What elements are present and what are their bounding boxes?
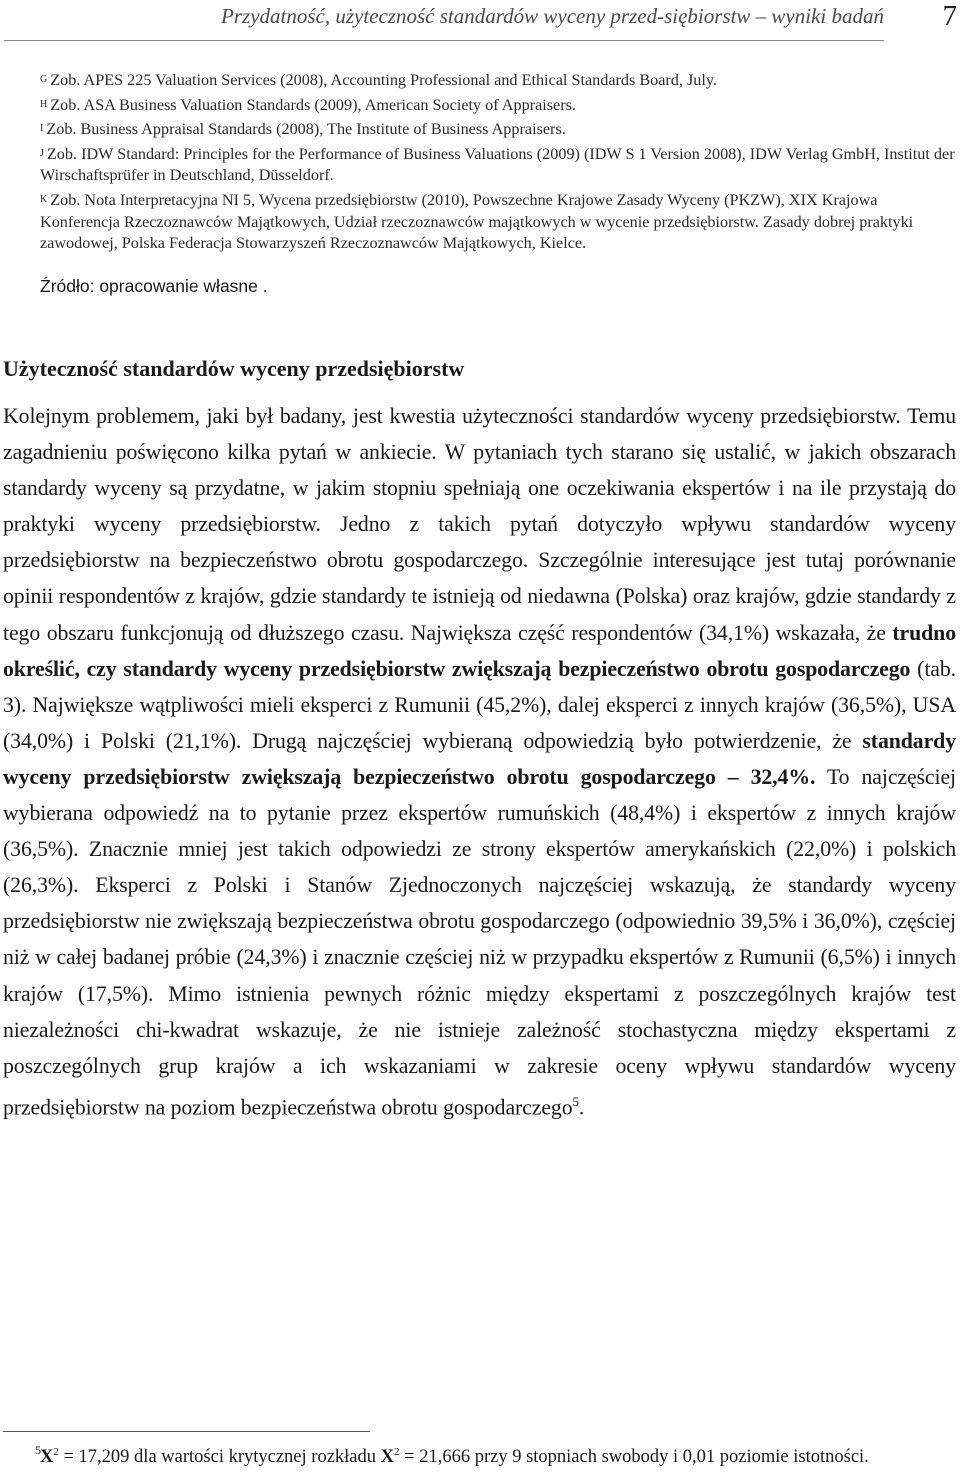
chi-symbol: X [40,1447,54,1468]
chi-symbol-critical: X [380,1447,395,1468]
table-notes [40,70,956,258]
note-marker: G [40,74,48,85]
body-text-3: To najczęściej wybierana odpowiedź na to pytanie przez ekspertów rumuńskich (48,4%) i ekspertów z innych krajów (36,5%). Znacznie mniej jest takich odpowiedzi ze strony ekspertów amerykańskich (22,0%) i polskich (26,3%). Eksperci z Polski i Stanów Zjednoczonych najczęściej wskazują, że standardy wyceny przedsiębiorstw nie zwiększają bezpieczeństwa obrotu gospodarczego (odpowiednio 39,5% i 36,0%), częściej niż w całej badanej próbie (24,3%) i znacznie częściej niż w przypadku ekspertów z Rumunii (6,5%) i innych krajów (17,5%). Mimo istnienia pewnych różnic między ekspertami z poszczególnych krajów test niezależności chi-kwadrat wskazuje, że nie istnieje zależność stochastyczna między ekspertami z poszczególnych grup krajów a ich wskazaniami w zakresie oceny wpływu standardów wyceny przedsiębiorstw na poziom bezpieczeństwa obrotu gospodarczego [3,764,956,1120]
source-note: Źródło: opracowanie własne . [40,276,268,296]
table-note-h [40,95,956,117]
table-note-i [40,119,956,141]
table-note-g [40,70,956,92]
footnote-text-1: = 17,209 dla wartości krytycznej rozkładu [58,1447,381,1468]
note-text: Zob. Business Appraisal Standards (2008), The Institute of Business Appraisers. [46,120,566,139]
note-text: Zob. IDW Standard: Principles for the Performance of Business Valuations (2009) (IDW S 1 Version 2008), IDW Verlag GmbH, Institut der Wirschaftsprüfer in Deutschland, Düsseldorf. [40,144,955,185]
table-note-j [40,144,956,187]
body-text-2: (tab. 3). Największe wątpliwości mieli eksperci z Rumunii (45,2%), dalej eksperci z innych krajów (36,5%), USA (34,0%) i Polski (21,1%). Drugą najczęściej wybieraną odpowiedzią było potwierdzenie, że [3,656,956,753]
header-rule [4,40,884,41]
page-header [0,0,960,40]
footnote-text-2: = 21,666 przy 9 stopniach swobody i 0,01 poziomie istotności. [399,1447,869,1468]
footnote-rule [3,1431,370,1432]
page-number: 7 [942,0,957,32]
running-title: Przydatność, użyteczność standardów wyceny przed-siębiorstw – wyniki badań [221,4,884,28]
section-heading: Użyteczność standardów wyceny przedsiębiorstw [3,356,465,381]
note-text: Zob. Nota Interpretacyjna NI 5, Wycena przedsiębiorstw (2010), Powszechne Krajowe Zasady Wyceny (PKZW), XIX Krajowa Konferencja Rzeczoznawców Majątkowych, Udział rzeczoznawców majątkowych w wycenie przedsiębiorstw. Zasady dobrej praktyki zawodowej, Polska Federacja Stowarzyszeń Rzeczoznawców Majątkowych, Kielce. [40,190,914,253]
note-marker: H [40,98,48,110]
body-text-1: Kolejnym problemem, jaki był badany, jest kwestia użyteczności standardów wyceny przedsiębiorstw. Temu zagadnieniu poświęcono kilka pytań w ankiecie. W pytaniach tych starano się ustalić, w jakich obszarach standardy wyceny są przydatne, w jakim stopniu spełniają one oczekiwania ekspertów i na ile przystają do praktyki wyceny przedsiębiorstw. Jedno z takich pytań dotyczyło wpływu standardów wyceny przedsiębiorstw na bezpieczeństwo obrotu gospodarczego. Szczególnie interesujące jest tutaj porównanie opinii respondentów z krajów, gdzie standardy te istnieją od niedawna (Polska) oraz krajów, gdzie standardy z tego obszaru funkcjonują od dłuższego czasu. Największa część respondentów (34,1%) wskazała, że [3,404,956,645]
note-text: Zob. ASA Business Valuation Standards (2009), American Society of Appraisers. [50,95,576,114]
body-end: . [578,1095,585,1120]
note-marker: K [40,193,48,205]
chi-exponent-critical: 2 [394,1446,400,1458]
body-bold-1: trudno określić, czy standardy wyceny przedsiębiorstw zwiększają bezpieczeństwo obrotu gospodarczego [3,620,956,681]
footnote-ref[interactable]: 5 [572,1093,579,1109]
body-bold-2: standardy wyceny przedsiębiorstw zwiększają bezpieczeństwo obrotu gospodarczego – 32,4%. [3,728,956,789]
note-text: Zob. APES 225 Valuation Services (2008), Accounting Professional and Ethical Standards Board, July. [50,71,717,89]
body-paragraph [3,398,956,1125]
chi-exponent: 2 [53,1446,59,1458]
note-marker: I [40,123,44,135]
footnote [35,1443,869,1468]
note-marker: J [40,147,44,159]
table-note-k [40,190,956,255]
footnote-number: 5 [35,1443,41,1457]
